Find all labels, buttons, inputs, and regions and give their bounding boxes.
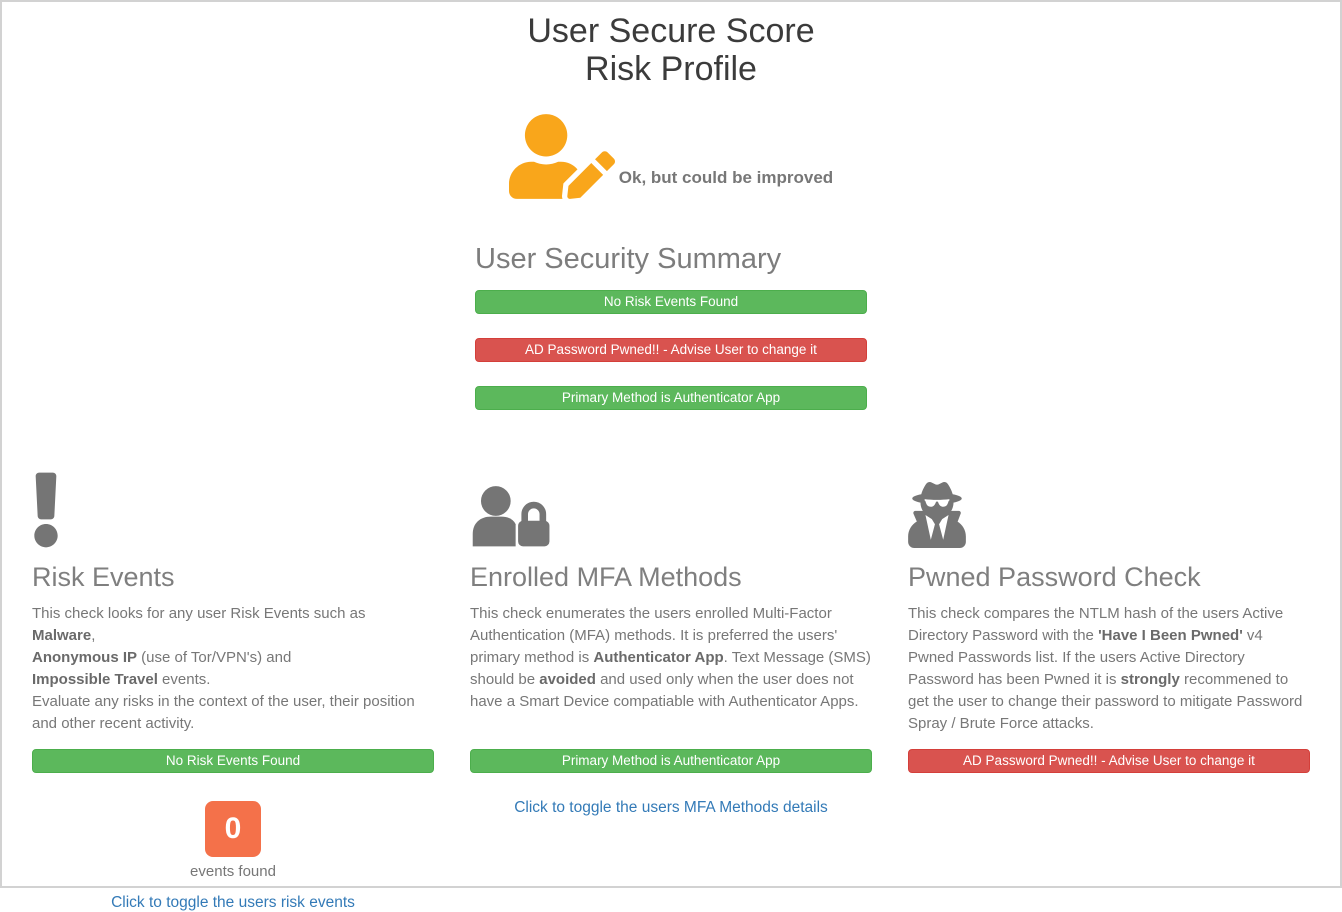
check-columns: [2, 470, 1340, 912]
pwned-icon-wrap: [908, 470, 1310, 548]
pwned-description: This check compares the NTLM hash of the users Active Directory Password with the 'Have I Been Pwned' v4 Pwned Passwords list. If the users Active Directory Password has been Pwned it is strongly recommened to get the user to change their password to mitigate Password Spray / Brute Force attacks.: [908, 604, 1303, 732]
user-lock-icon: [470, 482, 553, 548]
risk-events-toggle-link[interactable]: Click to toggle the users risk events: [111, 893, 355, 911]
secure-score-indicator: [2, 111, 1340, 199]
pwned-heading: Pwned Password Check: [908, 561, 1201, 592]
pwned-status-badge: AD Password Pwned!! - Advise User to change it: [908, 749, 1310, 773]
page-title-line2: Risk Profile: [585, 50, 757, 88]
page-title: [2, 12, 1340, 88]
risk-events-count: 0: [205, 801, 261, 857]
risk-events-heading: Risk Events: [32, 561, 175, 592]
mfa-toggle-link[interactable]: Click to toggle the users MFA Methods details: [514, 798, 828, 816]
user-edit-icon: [509, 114, 615, 199]
risk-events-icon-wrap: [32, 470, 434, 548]
mfa-description: This check enumerates the users enrolled Multi-Factor Authentication (MFA) methods. It is preferred the users' primary method is Authenticator App. Text Message (SMS) should be avoided and used only when the user does not have a Smart Device compatiable with Authenticator Apps.: [470, 604, 871, 710]
risk-events-count-caption: events found: [190, 862, 276, 880]
section-mfa-methods: [470, 470, 872, 912]
summary-heading: User Security Summary: [475, 242, 782, 275]
mfa-icon-wrap: [470, 470, 872, 548]
exclamation-icon: [32, 472, 60, 548]
section-pwned-password: [908, 470, 1310, 912]
risk-events-status-badge: No Risk Events Found: [32, 749, 434, 773]
summary-badge-mfa-method: Primary Method is Authenticator App: [475, 386, 867, 410]
mfa-heading: Enrolled MFA Methods: [470, 561, 742, 592]
mfa-status-badge: Primary Method is Authenticator App: [470, 749, 872, 773]
score-verdict-label: Ok, but could be improved: [618, 167, 834, 187]
summary-badge-risk-events: No Risk Events Found: [475, 290, 867, 314]
user-security-summary: [475, 243, 867, 410]
page-title-line1: User Secure Score: [527, 12, 815, 50]
summary-badge-pwned-password: AD Password Pwned!! - Advise User to change it: [475, 338, 867, 362]
section-risk-events: [32, 470, 434, 912]
risk-events-description: This check looks for any user Risk Events such as Malware, Anonymous IP (use of Tor/VPN's) and Impossible Travel events. Evaluate any risks in the context of the user, their position and other recent activity.: [32, 604, 415, 732]
user-secret-icon: [908, 482, 966, 548]
